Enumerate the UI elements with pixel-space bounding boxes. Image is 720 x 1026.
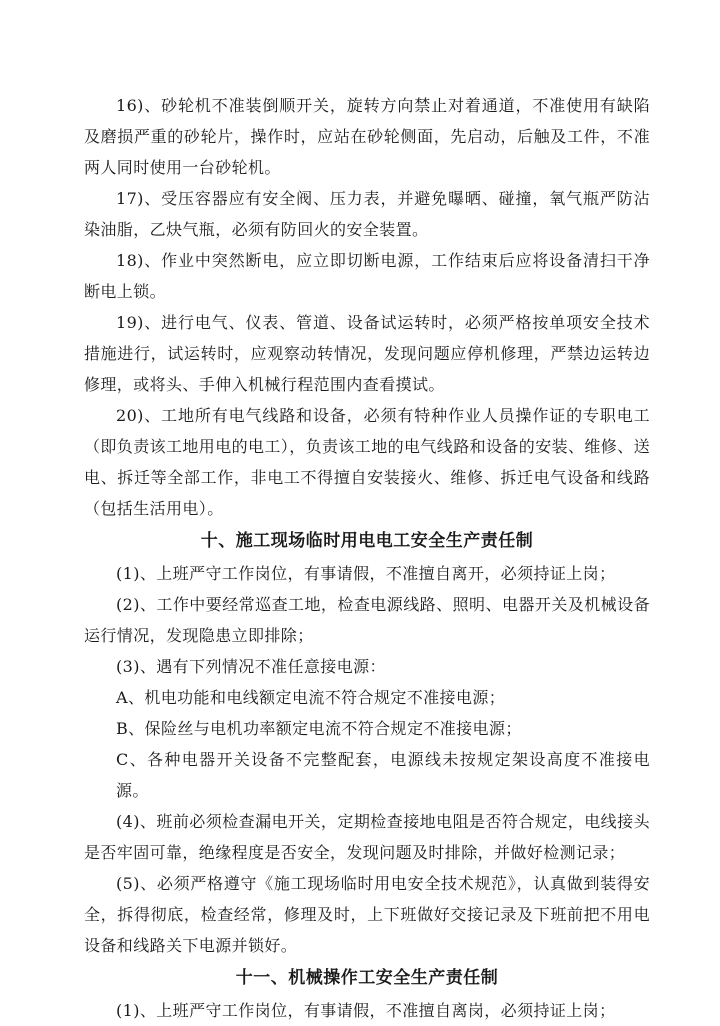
section-10-sub-a: A、机电功能和电线额定电流不符合规定不准接电源；: [116, 688, 506, 707]
section-10-item-3: (3)、遇有下列情况不准任意接电源：: [116, 657, 386, 676]
clause-16: 16)、砂轮机不准装倒顺开关，旋转方向禁止对着通道，不准使用有缺陷及磨损严重的砂轮片，操作时，应站在砂轮侧面，先启动，后触及工件，不准两人同时使用一台砂轮机。: [84, 96, 650, 177]
clause-20: 20)、工地所有电气线路和设备，必须有特种作业人员操作证的专职电工（即负责该工地用电的电工），负责该工地的电气线路和设备的安装、维修、送电、拆迁等全部工作，非电工不得擅自安装接火、维修、拆迁电气设备和线路（包括生活用电）。: [84, 406, 651, 518]
section-10-sub-b: B、保险丝与电机功率额定电流不符合规定不准接电源；: [116, 719, 522, 738]
document-page: [84, 90, 650, 1026]
section-10-item-4: (4)、班前必须检查漏电开关，定期检查接地电阻是否符合规定，电线接头是否牢固可靠，绝缘程度是否安全，发现问题及时排除，并做好检测记录；: [84, 812, 650, 862]
clause-17: 17)、受压容器应有安全阀、压力表，并避免曝晒、碰撞，氧气瓶严防沾染油脂，乙炔气瓶，必须有防回火的安全装置。: [84, 189, 650, 239]
section-11-title: 十一、机械操作工安全生产责任制: [235, 968, 499, 988]
clause-19: 19)、进行电气、仪表、管道、设备试运转时，必须严格按单项安全技术措施进行，试运转时，应观察动转情况，发现问题应停机修理，严禁边运转边修理，或将头、手伸入机械行程范围内查看摸试。: [84, 313, 650, 394]
section-11-item-1: (1)、上班严守工作岗位，有事请假，不准擅自离岗，必须持证上岗；: [116, 1001, 616, 1020]
section-10-sub-c: C、各种电器开关设备不完整配套，电源线未按规定架设高度不准接电源。: [116, 750, 650, 800]
section-10-item-1: (1)、上班严守工作岗位，有事请假，不准擅自离开，必须持证上岗；: [116, 564, 616, 583]
section-10-item-2: (2)、工作中要经常巡查工地，检查电源线路、照明、电器开关及机械设备运行情况，发现隐患立即排除；: [84, 595, 650, 645]
section-10-title: 十、施工现场临时用电电工安全生产责任制: [200, 531, 534, 551]
clause-18: 18)、作业中突然断电，应立即切断电源，工作结束后应将设备清扫干净断电上锁。: [84, 251, 650, 301]
section-10-item-5: (5)、必须严格遵守《施工现场临时用电安全技术规范》，认真做到装得安全，拆得彻底，检查经常，修理及时，上下班做好交接记录及下班前把不用电设备和线路关下电源并锁好。: [84, 874, 650, 955]
